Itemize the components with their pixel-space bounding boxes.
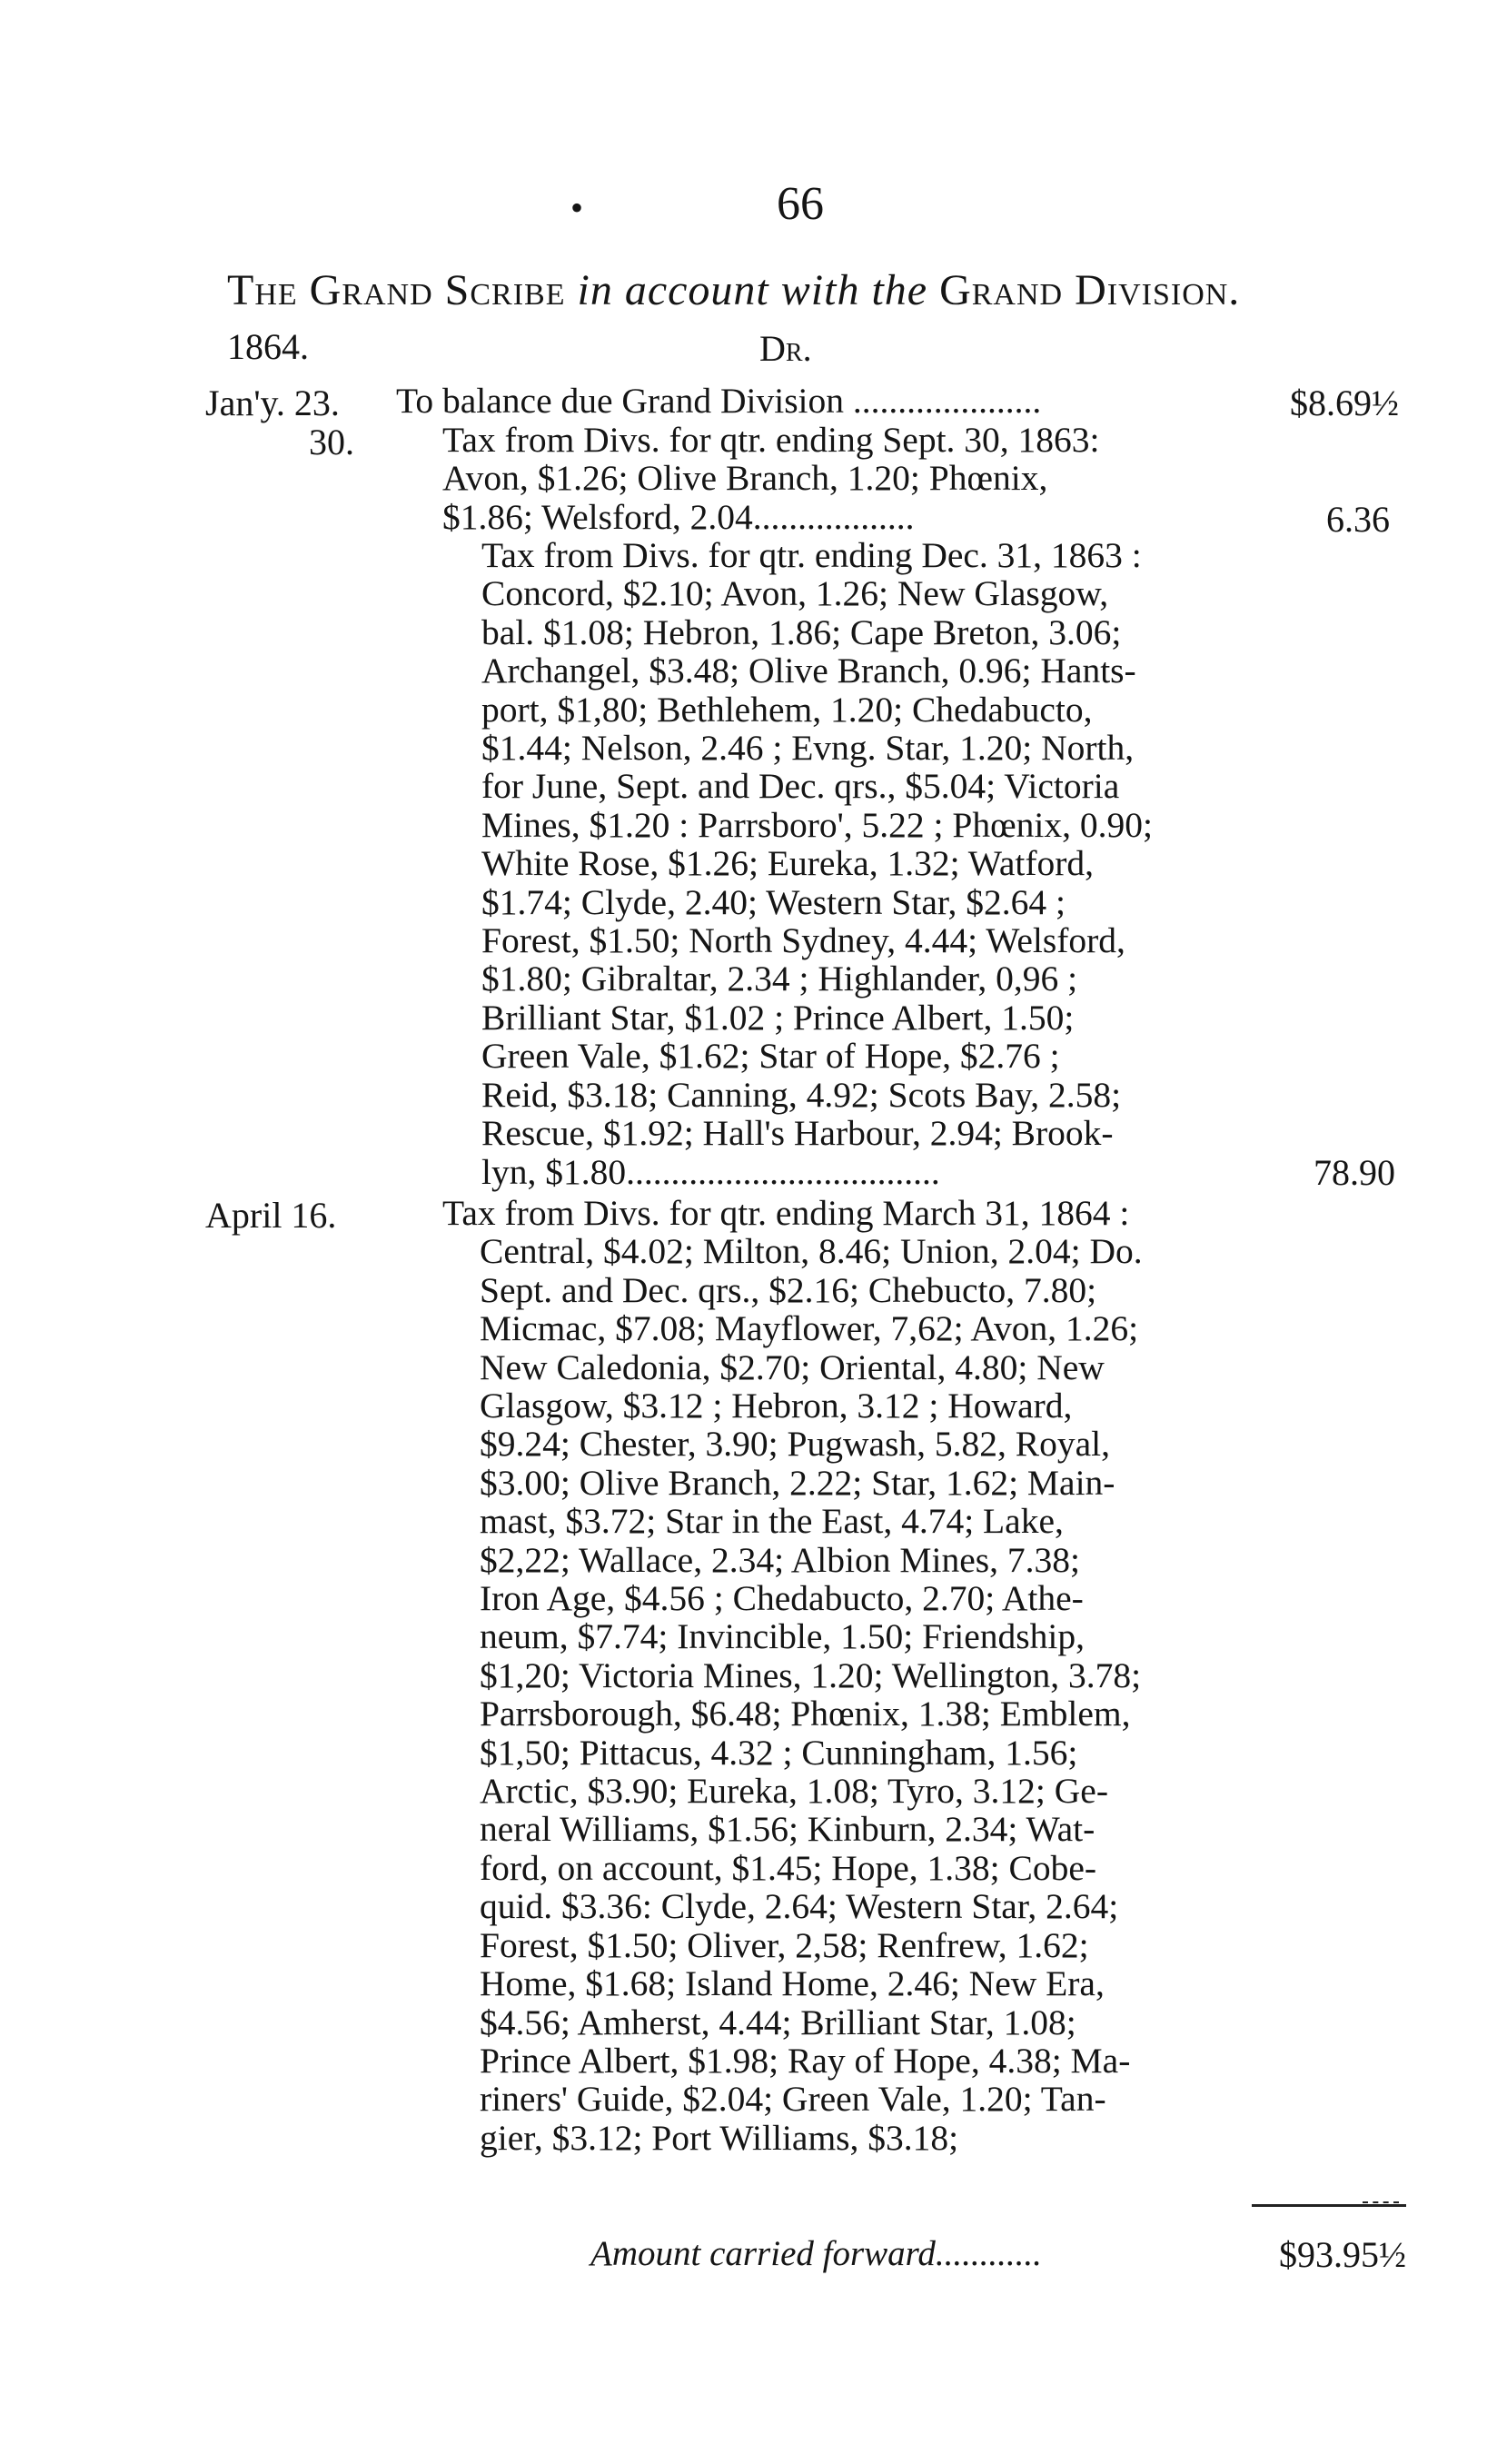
entry-line: $2,22; Wallace, 2.34; Albion Mines, 7.38; <box>480 1539 1080 1580</box>
entry-line: Concord, $2.10; Avon, 1.26; New Glasgow, <box>481 573 1109 614</box>
entry-line: $1,20; Victoria Mines, 1.20; Wellington, 3.78; <box>480 1654 1142 1695</box>
entry-amount: $8.69½ <box>1290 383 1399 423</box>
entry-line: Forest, $1.50; North Sydney, 4.44; Welsford, <box>481 920 1125 961</box>
entry-line: neum, $7.74; Invincible, 1.50; Friendship, <box>480 1616 1085 1657</box>
entry-line: neral Williams, $1.56; Kinburn, 2.34; Wat- <box>480 1809 1095 1850</box>
entry-line: Mines, $1.20 : Parrsboro', 5.22 ; Phœnix, 0.90; <box>481 804 1153 845</box>
entry-line: gier, $3.12; Port Williams, $3.18; <box>480 2117 959 2158</box>
entry-line: Avon, $1.26; Olive Branch, 1.20; Phœnix, <box>442 458 1048 499</box>
entry-date: Jan'y. 23. <box>205 383 340 423</box>
entry-line: lyn, $1.80................................... <box>481 1151 940 1192</box>
entry-line: $9.24; Chester, 3.90; Pugwash, 5.82, Royal, <box>480 1424 1111 1465</box>
entry-line: $1.74; Clyde, 2.40; Western Star, $2.64 ; <box>481 881 1066 922</box>
entry-line: Reid, $3.18; Canning, 4.92; Scots Bay, 2.58; <box>481 1074 1122 1115</box>
sum-rule-dashes <box>1363 2201 1399 2203</box>
entry-line: Archangel, $3.48; Olive Branch, 0.96; Hants- <box>481 651 1136 691</box>
sum-rule <box>1252 2204 1406 2207</box>
entry-line: Arctic, $3.90; Eureka, 1.08; Tyro, 3.12; Ge- <box>480 1771 1108 1812</box>
entry-text <box>396 382 1250 420</box>
title-in-account: in account with the <box>577 266 928 314</box>
entry-line: Green Vale, $1.62; Star of Hope, $2.76 ; <box>481 1036 1060 1077</box>
entry-amount: 78.90 <box>1314 1152 1395 1193</box>
entry-line: To balance due Grand Division ..................... <box>396 381 1042 421</box>
entry-line: bal. $1.08; Hebron, 1.86; Cape Breton, 3.06; <box>481 611 1122 652</box>
account-year: 1864. <box>227 326 309 367</box>
entry-text-continued <box>480 1232 1261 2157</box>
entry-line: Parrsborough, $6.48; Phœnix, 1.38; Emblem, <box>480 1694 1131 1734</box>
debit-heading: Dr. <box>759 328 812 369</box>
entry-line: for June, Sept. and Dec. qrs., $5.04; Victoria <box>481 766 1120 807</box>
entry-line: New Caledonia, $2.70; Oriental, 4.80; New <box>480 1346 1105 1387</box>
entry-line: Home, $1.68; Island Home, 2.46; New Era, <box>480 1963 1105 2004</box>
carried-forward-label: Amount carried forward............ <box>590 2234 1042 2273</box>
title-the: The <box>227 266 298 314</box>
page-mark: • <box>570 187 584 228</box>
entry-line: Tax from Divs. for qtr. ending Dec. 31, 1863 : <box>481 535 1142 575</box>
entry-date: 30. <box>309 422 354 462</box>
entry-line: mast, $3.72; Star in the East, 4.74; Lake, <box>480 1501 1064 1542</box>
entry-line: Tax from Divs. for qtr. ending March 31, 1864 : <box>442 1193 1130 1233</box>
entry-line: ford, on account, $1.45; Hope, 1.38; Cobe- <box>480 1847 1097 1888</box>
entry-date: April 16. <box>205 1195 337 1236</box>
page-number: 66 <box>777 178 824 230</box>
entry-line: riners' Guide, $2.04; Green Vale, 1.20; Tan- <box>480 2079 1106 2120</box>
entry-text <box>442 1194 1233 1232</box>
entry-line: Glasgow, $3.12 ; Hebron, 3.12 ; Howard, <box>480 1386 1073 1426</box>
entry-line: Tax from Divs. for qtr. ending Sept. 30, 1863: <box>442 420 1100 460</box>
entry-line: White Rose, $1.26; Eureka, 1.32; Watford, <box>481 843 1095 884</box>
entry-line: Prince Albert, $1.98; Ray of Hope, 4.38; Ma- <box>480 2040 1131 2081</box>
title-grand-scribe: Grand Scribe <box>309 266 566 314</box>
entry-line: quid. $3.36: Clyde, 2.64; Western Star, 2.64; <box>480 1886 1119 1927</box>
entry-line: Forest, $1.50; Oliver, 2,58; Renfrew, 1.62; <box>480 1924 1089 1965</box>
entry-line: Micmac, $7.08; Mayflower, 7,62; Avon, 1.26; <box>480 1308 1139 1349</box>
entry-text <box>442 421 1233 536</box>
entry-line: $1.86; Welsford, 2.04.................. <box>442 496 915 537</box>
entry-line: $1.80; Gibraltar, 2.34 ; Highlander, 0,96 ; <box>481 959 1078 999</box>
carried-forward-amount: $93.95½ <box>1279 2234 1406 2275</box>
entry-line: port, $1,80; Bethlehem, 1.20; Chedabucto, <box>481 689 1093 730</box>
entry-line: $3.00; Olive Branch, 2.22; Star, 1.62; Main- <box>480 1462 1115 1503</box>
title-grand-division: Grand Division. <box>939 266 1241 314</box>
entry-line: $4.56; Amherst, 4.44; Brilliant Star, 1.08; <box>480 2002 1076 2042</box>
entry-line: $1.44; Nelson, 2.46 ; Evng. Star, 1.20; North, <box>481 728 1135 769</box>
entry-line: Iron Age, $4.56 ; Chedabucto, 2.70; Athe- <box>480 1578 1084 1619</box>
entry-amount: 6.36 <box>1326 499 1390 540</box>
entry-line: $1,50; Pittacus, 4.32 ; Cunningham, 1.56; <box>480 1732 1078 1773</box>
page-title <box>227 265 1240 315</box>
entry-line: Rescue, $1.92; Hall's Harbour, 2.94; Brook- <box>481 1113 1114 1154</box>
entry-line: Brilliant Star, $1.02 ; Prince Albert, 1.50; <box>481 997 1075 1038</box>
entry-line: Sept. and Dec. qrs., $2.16; Chebucto, 7.80; <box>480 1269 1097 1310</box>
entry-line: Central, $4.02; Milton, 8.46; Union, 2.04; Do. <box>480 1231 1143 1272</box>
entry-text <box>481 536 1263 1191</box>
